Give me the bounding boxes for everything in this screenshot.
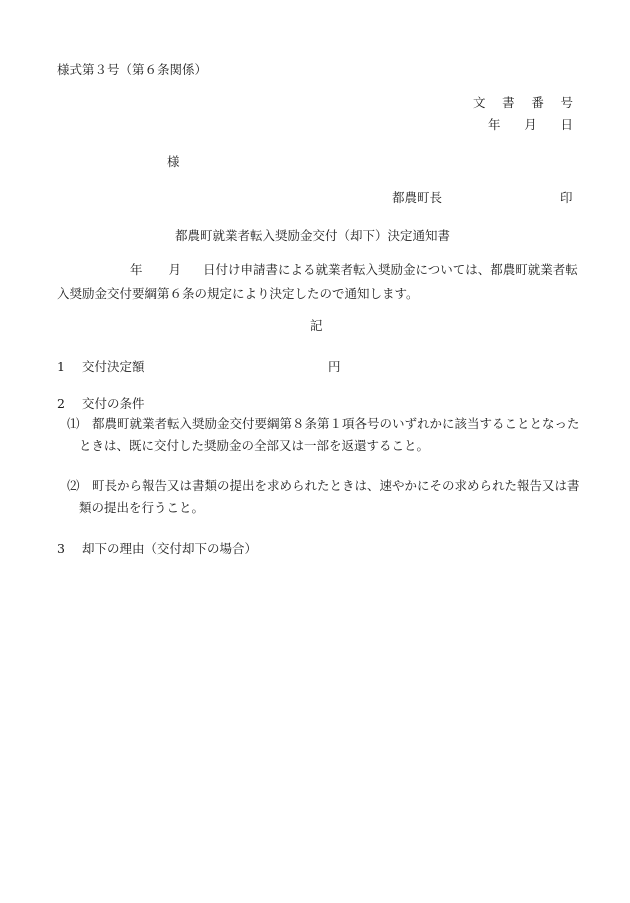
intro-line1: 日付け申請書による就業者転入奨励金については、都農町就業者転 [203,262,578,277]
condition-2-line1: 町長から報告又は書類の提出を求められたときは、速やかにその求められた報告又は書 [92,478,580,493]
item2-number: 2 [57,396,65,411]
item1-label: 交付決定額 [82,359,145,374]
condition-2-marker: ⑵ [67,478,80,493]
condition-1-marker: ⑴ [67,416,80,431]
ki-heading: 記 [310,318,323,333]
item3-label: 却下の理由（交付却下の場合） [82,541,258,556]
document-title: 都農町就業者転入奨励金交付（却下）決定通知書 [175,228,451,243]
item2-label: 交付の条件 [82,396,145,411]
item1-number: 1 [57,359,65,374]
intro-line2: 入奨励金交付要綱第６条の規定により決定したので通知します。 [57,286,419,301]
condition-1-line2: ときは、既に交付した奨励金の全部又は一部を返還すること。 [79,438,430,453]
condition-1-line1: 都農町就業者転入奨励金交付要綱第８条第１項各号のいずれかに該当することとなった [92,416,580,431]
date-field: 年 月 日 [488,117,573,132]
sender-title: 都農町長 [392,190,443,205]
intro-year: 年 [130,262,143,277]
item1-unit: 円 [328,359,341,374]
addressee-suffix: 様 [167,154,180,169]
form-label: 様式第３号（第６条関係） [57,62,208,77]
item3-number: 3 [57,541,65,556]
document-number-label: 文 書 番 号 [473,95,573,110]
seal-mark: 印 [560,190,573,205]
condition-2-line2: 類の提出を行うこと。 [79,500,205,515]
intro-paragraph [57,258,577,306]
intro-month: 月 [168,262,182,277]
